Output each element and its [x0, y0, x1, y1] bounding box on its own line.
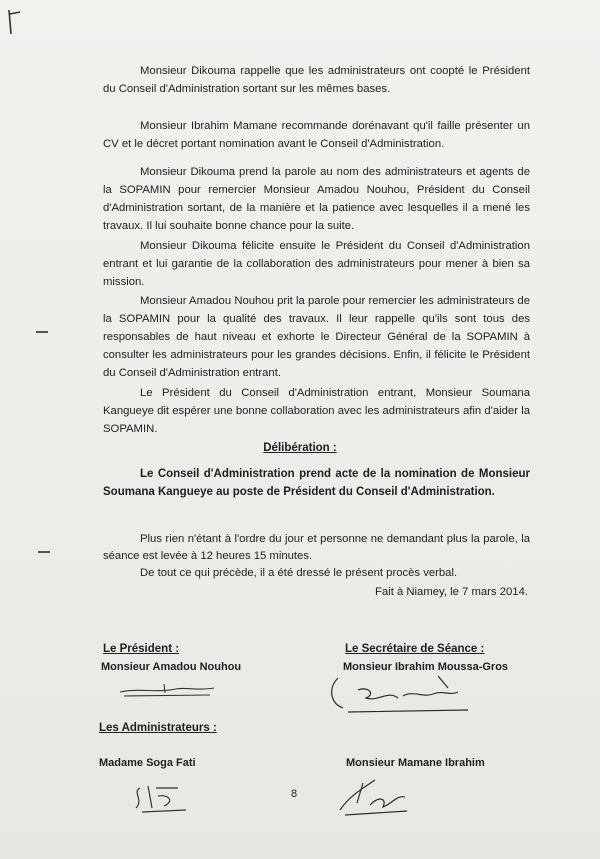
secretary-signature — [318, 668, 478, 718]
president-role: Le Président : — [103, 643, 180, 655]
place-date: Fait à Niamey, le 7 mars 2014. — [375, 586, 528, 598]
paragraph-5: Monsieur Amadou Nouhou prit la parole pour remercier les administrateurs de la SOPAMIN pour la qualité des travaux. Il leur rappelle qu'ils sont tous des responsables de haut niveau et exhorte le Directeur Général de la SOPAMIN à consulter les administrateurs pour les grandes décisions. Enfin, il félicite le Président du Conseil d'Administration entrant. — [103, 295, 530, 379]
closing-paragraph-2: De tout ce qui précède, il a été dressé le présent procès verbal. — [140, 567, 458, 579]
margin-hole-mark — [36, 331, 48, 333]
page-number: 8 — [291, 788, 298, 800]
closing-paragraph-1: Plus rien n'étant à l'ordre du jour et personne ne demandant plus la parole, la séance est levée à 12 heures 15 minutes. — [103, 533, 530, 562]
administrators-role: Les Administrateurs : — [99, 722, 217, 734]
paragraph-6: Le Président du Conseil d'Administration entrant, Monsieur Soumana Kangueye dit espérer une bonne collaboration avec les administrateurs afin d'aider la SOPAMIN. — [103, 387, 530, 435]
paragraph-4: Monsieur Dikouma félicite ensuite le Président du Conseil d'Administration entrant et lui garantie de la collaboration des administrateurs pour mener à bien sa mission. — [103, 240, 530, 288]
paragraph-1: Monsieur Dikouma rappelle que les administrateurs ont coopté le Président du Conseil d'Administration sortant sur les mêmes bases. — [103, 65, 530, 95]
secretary-name: Monsieur Ibrahim Moussa-Gros — [343, 661, 509, 673]
corner-scan-mark — [6, 8, 24, 38]
deliberation-text: Le Conseil d'Administration prend acte de la nomination de Monsieur Soumana Kangueye au poste de Président du Conseil d'Administration. — [103, 468, 530, 498]
president-name: Monsieur Amadou Nouhou — [101, 661, 242, 673]
admin2-signature — [335, 775, 415, 820]
paragraph-2: Monsieur Ibrahim Mamane recommande dorénavant qu'il faille présenter un CV et le décret portant nomination avant le Conseil d'Administration. — [103, 120, 530, 150]
admin2-name: Monsieur Mamane Ibrahim — [346, 757, 485, 769]
admin1-signature — [130, 778, 190, 818]
secretary-role: Le Secrétaire de Séance : — [345, 643, 485, 655]
deliberation-title: Délibération : — [263, 442, 337, 454]
paragraph-3: Monsieur Dikouma prend la parole au nom des administrateurs et agents de la SOPAMIN pour remercier Monsieur Amadou Nouhou, Président du Conseil d'Administration sortant, de la manière et la patience avec lesquelles il a mené les travaux. Il lui souhaite bonne chance pour la suite. — [103, 166, 530, 232]
president-signature — [118, 680, 218, 700]
admin1-name: Madame Soga Fati — [99, 757, 196, 769]
margin-hole-mark — [38, 551, 50, 553]
